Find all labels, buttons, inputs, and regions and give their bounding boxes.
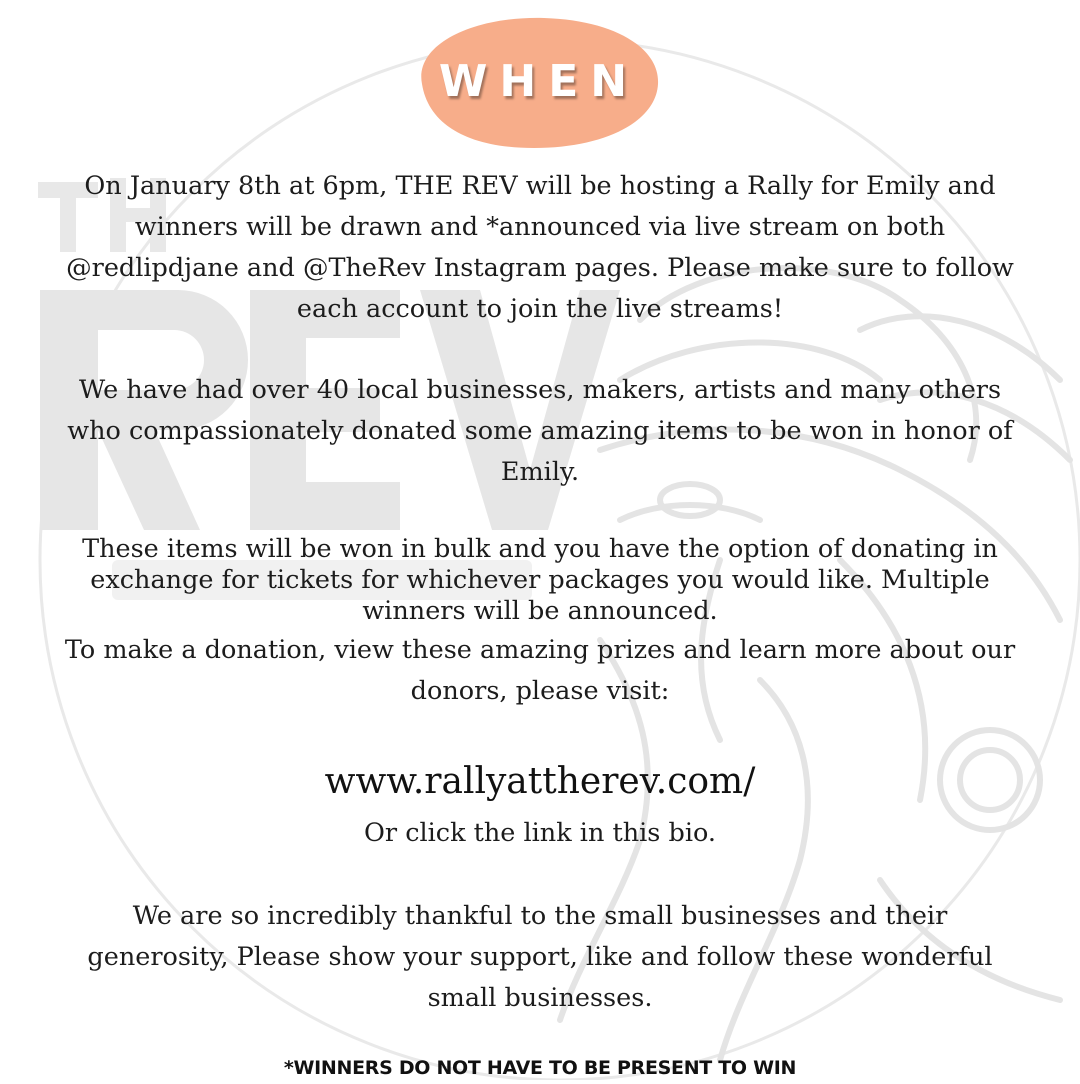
bio-link-note: Or click the link in this bio. bbox=[364, 818, 716, 848]
paragraph-thanks: We are so incredibly thankful to the small businesses and their generosity, Please show your support, like and follow these wonderful small businesses. bbox=[87, 901, 993, 1013]
paragraph-event-details: On January 8th at 6pm, THE REV will be hosting a Rally for Emily and winners will be drawn and *announced via live stream on both @redlipdjane and @TheRev Instagram pages. Please make sure to follow each account to join the live streams! bbox=[66, 171, 1014, 324]
website-url-link[interactable]: www.rallyattherev.com/ bbox=[324, 761, 756, 802]
paragraph-donation-info: To make a donation, view these amazing prizes and learn more about our donors, please visit: bbox=[64, 635, 1016, 706]
header-title: WHEN bbox=[438, 56, 640, 107]
paragraph-donors: We have had over 40 local businesses, makers, artists and many others who compassionately donated some amazing items to be won in honor of Emily. bbox=[67, 375, 1013, 487]
header-badge bbox=[404, 14, 662, 150]
winners-footnote: *WINNERS DO NOT HAVE TO BE PRESENT TO WIN bbox=[283, 1057, 797, 1079]
paragraph-bulk-items: These items will be won in bulk and you have the option of donating in exchange for tickets for whichever packages you would like. Multiple winners will be announced. bbox=[82, 534, 998, 626]
